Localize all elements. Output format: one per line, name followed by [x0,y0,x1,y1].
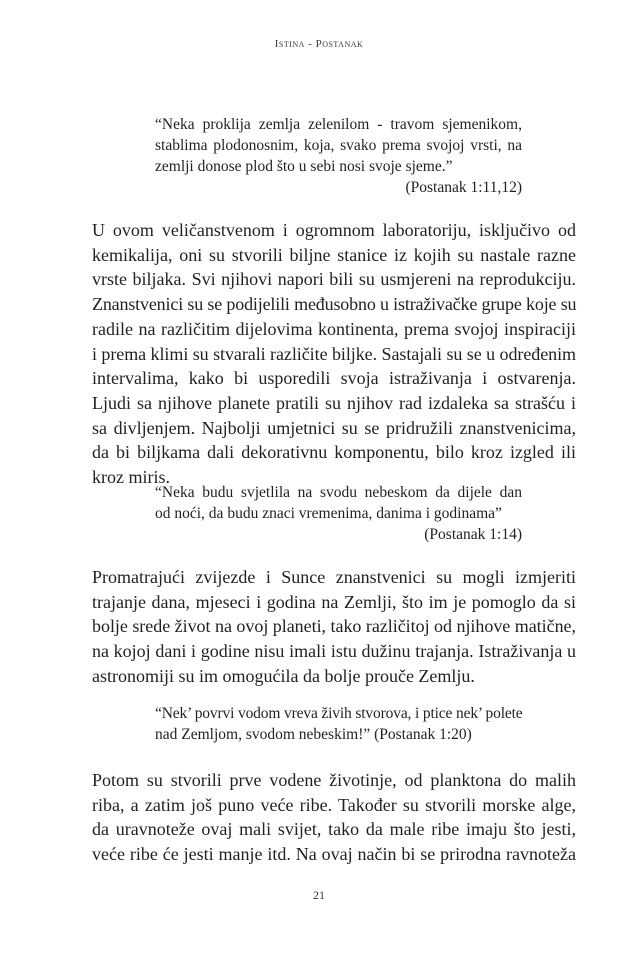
text-line: na kojoj dani i godine nisu imali istu dužinu trajanja. Istraživanja u [92,641,576,662]
quote-reference: (Postanak 1:11,12) [405,179,522,196]
paragraph-1 [92,218,576,490]
paragraph-3 [92,768,576,867]
quote-line: nad Zemljom, svodom nebeskim!” (Postanak 1:20) [155,726,472,743]
text-line: da uravnoteže ovaj mali svijet, tako da male ribe imaju što jesti, [92,819,576,840]
text-line: Ljudi sa njihove planete pratili su njihov rad izdaleka sa strašću i [92,392,576,413]
text-line: vrste biljaka. Svi njihovi napori bili su usmjereni na reprodukciju. [92,269,576,290]
text-line: veće ribe će jesti manje itd. Na ovaj način bi se prirodna ravnoteža [92,844,576,865]
paragraph-2 [92,565,576,689]
quote-line: “Neka proklija zemlja zelenilom - travom sjemenikom, [155,116,522,133]
quote-line: “Neka budu svjetlila na svodu nebeskom da dijele dan [155,484,522,501]
quote-line: “Nek’ povrvi vodom vreva živih stvorova, i ptice nek’ polete [155,705,523,722]
page-number: 21 [313,888,325,902]
text-line: radile na različitim dijelovima kontinenta, prema svojoj inspiraciji [92,318,576,339]
text-line: i prema klimi su stvarali različite biljke. Sastajali su se u određenim [92,343,576,364]
quote-line: stablima plodonosnim, koja, svako prema svojoj vrsti, na [155,137,522,154]
text-line: Znanstvenici su se podijelili međusobno u istraživačke grupe koje su [92,294,577,315]
text-line: astronomiji su im omogućila da bolje prouče Zemlju. [92,665,475,686]
scripture-quote-1 [155,114,522,198]
text-line: bolje srede život na ovoj planeti, tako različitoj od njihove matične, [92,616,576,637]
quote-line: od noći, da budu znaci vremenima, danima i godinama” [155,505,502,522]
text-line: sa divljenjem. Najbolji umjetnici su se pridružili znanstvenicima, [92,417,576,438]
quote-line: zemlji donose plod što u sebi nosi svoje sjeme.” [155,158,453,175]
text-line: U ovom veličanstvenom i ogromnom laboratoriju, isključivo od [92,220,576,240]
text-line: riba, a zatim još puno veće ribe. Također su stvorili morske alge, [92,794,576,815]
scripture-quote-3 [155,703,522,745]
text-line: trajanje dana, mjeseci i godina na Zemlji, što im je pomoglo da si [92,591,576,612]
text-line: kroz miris. [92,467,170,488]
text-line: da bi biljkama dali dekorativnu komponentu, bilo kroz izgled ili [92,442,576,463]
text-line: Promatrajući zvijezde i Sunce znanstvenici su mogli izmjeriti [92,567,576,587]
text-line: intervalima, kako bi usporedili svoja istraživanja i ostvarenja. [92,368,576,389]
running-header: Istina - Postanak [274,38,364,50]
quote-reference: (Postanak 1:14) [424,526,522,543]
text-line: kemikalija, oni su stvorili biljne stanice iz kojih su nastale razne [92,244,576,265]
text-line: Potom su stvorili prve vodene životinje, od planktona do malih [92,770,576,790]
scripture-quote-2 [155,482,522,545]
